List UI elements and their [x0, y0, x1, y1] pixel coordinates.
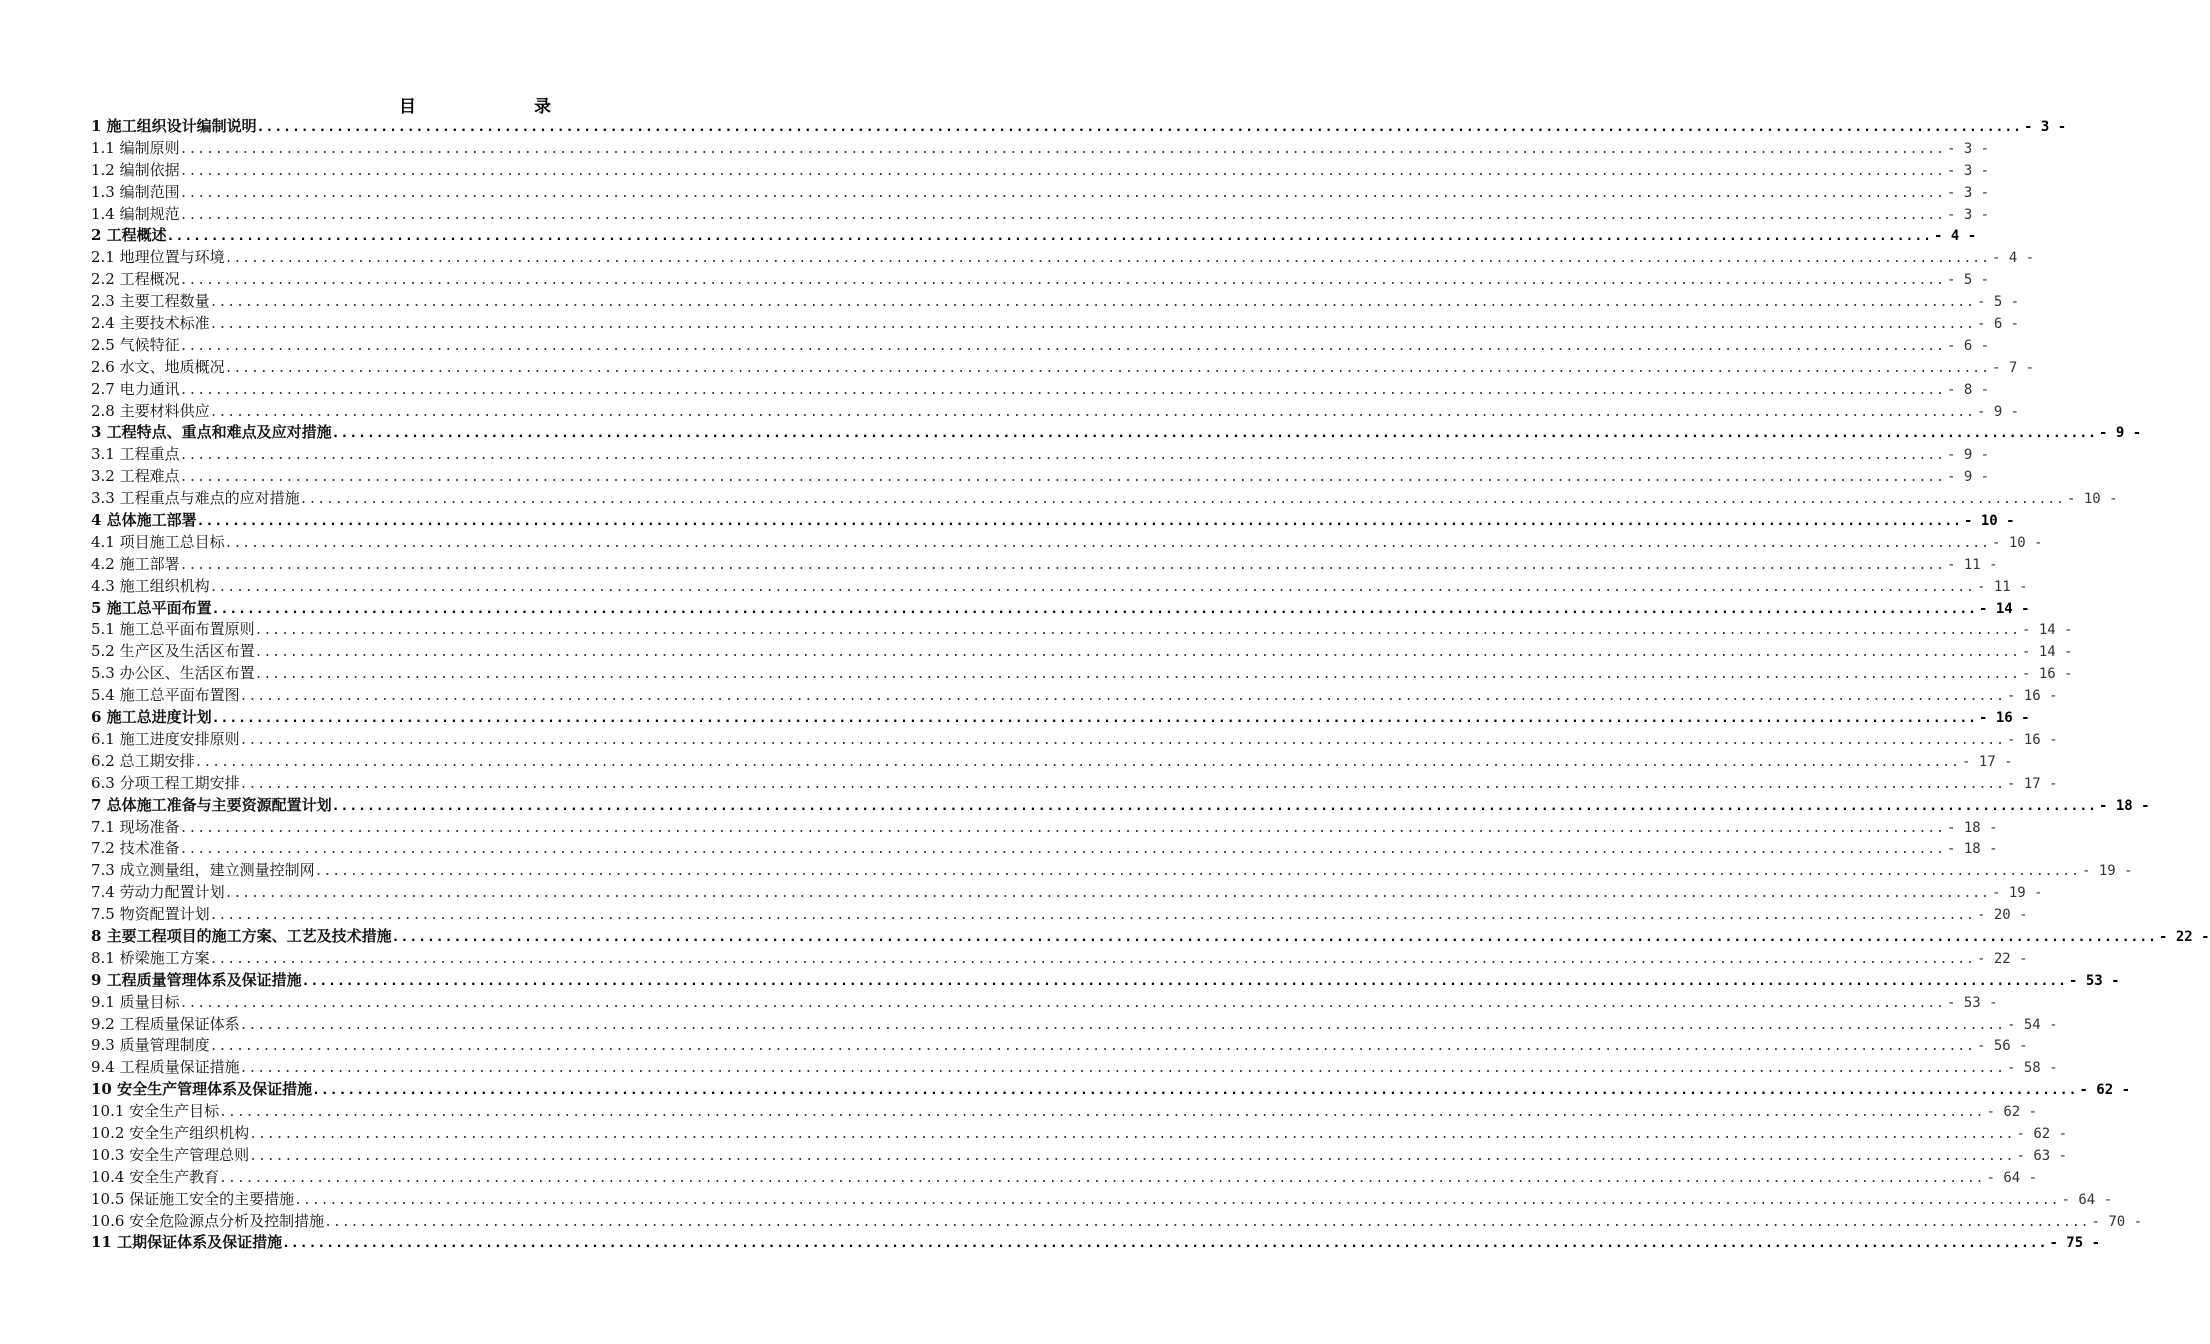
toc-dot-leader: ........................................................................................................................................................................................................: [331, 426, 2098, 442]
toc-entry-label: 2 工程概述: [91, 226, 167, 245]
toc-entry-label: 6.2 总工期安排: [91, 751, 195, 770]
toc-dot-leader: ........................................................................................................................................................................................................: [249, 1126, 2015, 1142]
toc-dot-leader: ........................................................................................................................................................................................................: [249, 1148, 2015, 1164]
toc-section-entry[interactable]: [91, 379, 1990, 401]
toc-section-entry[interactable]: [91, 182, 1990, 204]
toc-dot-leader: ........................................................................................................................................................................................................: [312, 1083, 2078, 1099]
toc-dot-leader: ........................................................................................................................................................................................................: [179, 185, 1945, 201]
toc-section-entry[interactable]: [91, 817, 1998, 839]
toc-dot-leader: ........................................................................................................................................................................................................: [179, 163, 1945, 179]
toc-section-entry[interactable]: [91, 401, 2020, 423]
toc-page-number: - 9 -: [1946, 447, 1990, 464]
toc-section-entry[interactable]: [91, 948, 2028, 970]
toc-page-number: - 64 -: [2061, 1191, 2113, 1208]
toc-page-number: - 18 -: [2099, 797, 2150, 814]
toc-page-number: - 16 -: [2006, 688, 2058, 705]
toc-section-entry[interactable]: [91, 160, 1990, 182]
toc-chapter-entry[interactable]: [91, 1079, 2131, 1101]
toc-section-entry[interactable]: [91, 488, 2118, 510]
toc-section-entry[interactable]: [91, 619, 2073, 641]
toc-dot-leader: ........................................................................................................................................................................................................: [254, 645, 2020, 661]
toc-entry-label: 5 施工总平面布置: [91, 598, 212, 617]
toc-dot-leader: ........................................................................................................................................................................................................: [282, 1236, 2048, 1252]
toc-page-number: - 3 -: [1946, 184, 1990, 201]
toc-entry-label: 1 施工组织设计编制说明: [91, 117, 257, 135]
toc-entry-label: 2.4 主要技术标准: [91, 314, 210, 333]
toc-page-number: - 8 -: [1946, 381, 1990, 398]
toc-page-number: - 62 -: [2016, 1125, 2068, 1142]
toc-section-entry[interactable]: [91, 729, 2058, 751]
toc-dot-leader: ........................................................................................................................................................................................................: [196, 514, 1963, 530]
toc-entry-label: 2.2 工程概况: [91, 270, 180, 289]
toc-entry-label: 8 主要工程项目的施工方案、工艺及技术措施: [91, 926, 392, 945]
toc-page-number: - 14 -: [2021, 622, 2073, 639]
toc-page-number: - 75 -: [2049, 1235, 2101, 1252]
toc-dot-leader: ........................................................................................................................................................................................................: [254, 667, 2020, 683]
toc-section-entry[interactable]: [91, 992, 1998, 1014]
toc-dot-leader: ........................................................................................................................................................................................................: [209, 579, 1975, 595]
toc-entry-label: 2.6 水文、地质概况: [91, 357, 225, 376]
toc-page-number: - 9 -: [2099, 425, 2142, 442]
toc-page-number: - 16 -: [1979, 710, 2030, 727]
toc-chapter-entry[interactable]: [91, 795, 2150, 817]
toc-entry-label: 10.1 安全生产目标: [91, 1102, 220, 1121]
toc-page-number: - 11 -: [1976, 578, 2028, 595]
toc-page-number: - 10 -: [1991, 534, 2043, 551]
toc-entry-label: 4.2 施工部署: [91, 554, 180, 573]
toc-entry-label: 5.1 施工总平面布置原则: [91, 620, 255, 639]
toc-section-entry[interactable]: [91, 1101, 2038, 1123]
toc-dot-leader: ........................................................................................................................................................................................................: [219, 1105, 1985, 1121]
toc-section-entry[interactable]: [91, 444, 1990, 466]
toc-page-number: - 62 -: [2079, 1082, 2131, 1099]
toc-entry-label: 2.5 气候特征: [91, 335, 180, 354]
toc-dot-leader: ........................................................................................................................................................................................................: [179, 382, 1945, 398]
toc-page-number: - 70 -: [2091, 1213, 2143, 1230]
toc-chapter-entry[interactable]: [91, 707, 2030, 729]
toc-dot-leader: ........................................................................................................................................................................................................: [179, 470, 1945, 486]
toc-entry-label: 9.2 工程质量保证体系: [91, 1014, 240, 1033]
toc-dot-leader: ........................................................................................................................................................................................................: [391, 929, 2158, 945]
toc-page-number: - 6 -: [1946, 337, 1990, 354]
toc-entry-label: 3.1 工程重点: [91, 445, 180, 464]
toc-dot-leader: ........................................................................................................................................................................................................: [179, 842, 1945, 858]
toc-dot-leader: ........................................................................................................................................................................................................: [194, 754, 1960, 770]
toc-list: [91, 116, 2210, 1254]
toc-entry-label: 3 工程特点、重点和难点及应对措施: [91, 423, 332, 442]
toc-dot-leader: ........................................................................................................................................................................................................: [209, 1039, 1975, 1055]
toc-entry-label: 9.3 质量管理制度: [91, 1036, 210, 1055]
toc-dot-leader: ........................................................................................................................................................................................................: [254, 623, 2020, 639]
toc-entry-label: 4.3 施工组织机构: [91, 576, 210, 595]
toc-entry-label: 1.1 编制原则: [91, 138, 180, 157]
toc-section-entry[interactable]: [91, 554, 1998, 576]
toc-entry-label: 5.2 生产区及生活区布置: [91, 642, 255, 661]
toc-section-entry[interactable]: [91, 532, 2043, 554]
toc-dot-leader: ........................................................................................................................................................................................................: [219, 1170, 1985, 1186]
toc-page-number: - 19 -: [2081, 863, 2133, 880]
toc-page-number: - 22 -: [1976, 950, 2028, 967]
toc-page-number: - 53 -: [1946, 994, 1998, 1011]
toc-page-number: - 22 -: [2159, 928, 2210, 945]
toc-dot-leader: ........................................................................................................................................................................................................: [256, 120, 2023, 135]
toc-chapter-entry[interactable]: [91, 598, 2030, 620]
toc-chapter-entry[interactable]: [91, 1232, 2101, 1254]
toc-page-number: - 14 -: [2021, 644, 2073, 661]
toc-chapter-entry[interactable]: [91, 970, 2120, 992]
toc-dot-leader: ........................................................................................................................................................................................................: [179, 207, 1945, 223]
toc-section-entry[interactable]: [91, 1189, 2113, 1211]
toc-title-right: 录: [534, 97, 551, 117]
toc-dot-leader: ........................................................................................................................................................................................................: [301, 973, 2068, 989]
toc-section-entry[interactable]: [91, 576, 2028, 598]
toc-title-left: 目: [399, 97, 416, 117]
toc-chapter-entry[interactable]: [91, 116, 2067, 138]
toc-chapter-entry[interactable]: [91, 926, 2210, 948]
toc-page-number: - 17 -: [2006, 775, 2058, 792]
toc-entry-label: 10.4 安全生产教育: [91, 1167, 220, 1186]
toc-section-entry[interactable]: [91, 247, 2035, 269]
toc-section-entry[interactable]: [91, 773, 2058, 795]
toc-entry-label: 3.2 工程难点: [91, 467, 180, 486]
toc-dot-leader: ........................................................................................................................................................................................................: [179, 995, 1945, 1011]
toc-dot-leader: ........................................................................................................................................................................................................: [179, 820, 1945, 836]
toc-entry-label: 7.2 技术准备: [91, 839, 180, 858]
toc-section-entry[interactable]: [91, 269, 1990, 291]
toc-page-number: - 5 -: [1976, 294, 2020, 311]
toc-entry-label: 10 安全生产管理体系及保证措施: [91, 1080, 313, 1099]
toc-section-entry[interactable]: [91, 904, 2028, 926]
toc-entry-label: 5.4 施工总平面布置图: [91, 686, 240, 705]
toc-entry-label: 1.4 编制规范: [91, 204, 180, 223]
toc-dot-leader: ........................................................................................................................................................................................................: [239, 732, 2005, 748]
toc-dot-leader: ........................................................................................................................................................................................................: [179, 141, 1945, 157]
toc-entry-label: 1.2 编制依据: [91, 160, 180, 179]
toc-chapter-entry[interactable]: [91, 510, 2015, 532]
toc-entry-label: 6 施工总进度计划: [91, 708, 212, 727]
toc-entry-label: 7.3 成立测量组，建立测量控制网: [91, 861, 315, 880]
toc-chapter-entry[interactable]: [91, 422, 2142, 444]
toc-page-number: - 18 -: [1946, 841, 1998, 858]
toc-entry-label: 7.1 现场准备: [91, 817, 180, 836]
toc-section-entry[interactable]: [91, 357, 2035, 379]
toc-section-entry[interactable]: [91, 641, 2073, 663]
toc-dot-leader: ........................................................................................................................................................................................................: [209, 908, 1975, 924]
toc-dot-leader: ........................................................................................................................................................................................................: [299, 492, 2065, 508]
toc-section-entry[interactable]: [91, 1167, 2038, 1189]
toc-dot-leader: ........................................................................................................................................................................................................: [294, 1192, 2060, 1208]
toc-page-number: - 10 -: [2066, 491, 2118, 508]
toc-title: [0, 92, 950, 117]
toc-dot-leader: ........................................................................................................................................................................................................: [239, 689, 2005, 705]
toc-page-number: - 56 -: [1976, 1038, 2028, 1055]
toc-dot-leader: ........................................................................................................................................................................................................: [209, 404, 1975, 420]
toc-dot-leader: ........................................................................................................................................................................................................: [209, 295, 1975, 311]
toc-dot-leader: ........................................................................................................................................................................................................: [179, 338, 1945, 354]
toc-dot-leader: ........................................................................................................................................................................................................: [209, 317, 1975, 333]
toc-chapter-entry[interactable]: [91, 225, 1977, 247]
toc-section-entry[interactable]: [91, 860, 2133, 882]
toc-section-entry[interactable]: [91, 1057, 2058, 1079]
toc-entry-label: 6.1 施工进度安排原则: [91, 729, 240, 748]
toc-section-entry[interactable]: [91, 335, 1990, 357]
toc-page-number: - 7 -: [1991, 359, 2035, 376]
toc-entry-label: 4 总体施工部署: [91, 511, 197, 530]
toc-dot-leader: ........................................................................................................................................................................................................: [179, 273, 1945, 289]
toc-dot-leader: ........................................................................................................................................................................................................: [324, 1214, 2090, 1230]
toc-page-number: - 62 -: [1986, 1104, 2038, 1121]
toc-dot-leader: ........................................................................................................................................................................................................: [331, 798, 2098, 814]
toc-page-number: - 3 -: [1946, 206, 1990, 223]
toc-page-number: - 18 -: [1946, 819, 1998, 836]
toc-section-entry[interactable]: [91, 882, 2043, 904]
toc-entry-label: 5.3 办公区、生活区布置: [91, 664, 255, 683]
toc-page-number: - 11 -: [1946, 556, 1998, 573]
toc-entry-label: 10.6 安全危险源点分析及控制措施: [91, 1211, 325, 1230]
toc-page-number: - 6 -: [1976, 316, 2020, 333]
toc-entry-label: 7.4 劳动力配置计划: [91, 883, 225, 902]
toc-section-entry[interactable]: [91, 313, 2020, 335]
toc-entry-label: 9.4 工程质量保证措施: [91, 1058, 240, 1077]
toc-page-number: - 4 -: [1934, 228, 1977, 245]
toc-entry-label: 10.2 安全生产组织机构: [91, 1123, 250, 1142]
toc-entry-label: 7.5 物资配置计划: [91, 905, 210, 924]
toc-page-number: - 64 -: [1986, 1169, 2038, 1186]
toc-entry-label: 1.3 编制范围: [91, 182, 180, 201]
toc-entry-label: 9.1 质量目标: [91, 992, 180, 1011]
toc-section-entry[interactable]: [91, 138, 1990, 160]
toc-section-entry[interactable]: [91, 204, 1990, 226]
toc-section-entry[interactable]: [91, 1211, 2143, 1233]
toc-page-number: - 5 -: [1946, 272, 1990, 289]
toc-page-number: - 3 -: [2024, 119, 2067, 135]
toc-dot-leader: ........................................................................................................................................................................................................: [179, 448, 1945, 464]
toc-entry-label: 4.1 项目施工总目标: [91, 532, 225, 551]
toc-entry-label: 3.3 工程重点与难点的应对措施: [91, 489, 300, 508]
toc-entry-label: 10.5 保证施工安全的主要措施: [91, 1189, 295, 1208]
toc-page-number: - 53 -: [2069, 972, 2120, 989]
toc-entry-label: 2.7 电力通讯: [91, 379, 180, 398]
toc-page-number: - 10 -: [1964, 513, 2015, 530]
toc-dot-leader: ........................................................................................................................................................................................................: [211, 601, 1978, 617]
toc-page-number: - 54 -: [2006, 1016, 2058, 1033]
toc-entry-label: 11 工期保证体系及保证措施: [91, 1233, 283, 1252]
toc-page-number: - 3 -: [1946, 140, 1990, 157]
toc-section-entry[interactable]: [91, 1035, 2028, 1057]
toc-dot-leader: ........................................................................................................................................................................................................: [224, 535, 1990, 551]
toc-dot-leader: ........................................................................................................................................................................................................: [314, 864, 2080, 880]
toc-section-entry[interactable]: [91, 1145, 2068, 1167]
toc-dot-leader: ........................................................................................................................................................................................................: [224, 886, 1990, 902]
toc-dot-leader: ........................................................................................................................................................................................................: [239, 1061, 2005, 1077]
toc-entry-label: 2.8 主要材料供应: [91, 401, 210, 420]
toc-page-number: - 16 -: [2006, 731, 2058, 748]
toc-section-entry[interactable]: [91, 663, 2073, 685]
toc-page-number: - 58 -: [2006, 1060, 2058, 1077]
toc-page-number: - 3 -: [1946, 162, 1990, 179]
toc-page-number: - 4 -: [1991, 250, 2035, 267]
toc-section-entry[interactable]: [91, 1014, 2058, 1036]
toc-dot-leader: ........................................................................................................................................................................................................: [239, 776, 2005, 792]
toc-dot-leader: ........................................................................................................................................................................................................: [224, 360, 1990, 376]
toc-entry-label: 6.3 分项工程工期安排: [91, 773, 240, 792]
toc-section-entry[interactable]: [91, 751, 2013, 773]
toc-dot-leader: ........................................................................................................................................................................................................: [224, 251, 1990, 267]
toc-entry-label: 10.3 安全生产管理总则: [91, 1145, 250, 1164]
toc-page-number: - 9 -: [1976, 403, 2020, 420]
toc-dot-leader: ........................................................................................................................................................................................................: [239, 1017, 2005, 1033]
toc-section-entry[interactable]: [91, 291, 2020, 313]
toc-dot-leader: ........................................................................................................................................................................................................: [179, 557, 1945, 573]
toc-page-number: - 9 -: [1946, 469, 1990, 486]
toc-dot-leader: ........................................................................................................................................................................................................: [166, 229, 1933, 245]
toc-entry-label: 8.1 桥梁施工方案: [91, 948, 210, 967]
toc-page-number: - 14 -: [1979, 600, 2030, 617]
toc-dot-leader: ........................................................................................................................................................................................................: [209, 951, 1975, 967]
toc-dot-leader: ........................................................................................................................................................................................................: [211, 711, 1978, 727]
toc-page-number: - 19 -: [1991, 885, 2043, 902]
toc-entry-label: 2.3 主要工程数量: [91, 292, 210, 311]
toc-page-number: - 20 -: [1976, 907, 2028, 924]
toc-page-number: - 63 -: [2016, 1147, 2068, 1164]
toc-section-entry[interactable]: [91, 685, 2058, 707]
toc-page-number: - 17 -: [1961, 753, 2013, 770]
toc-section-entry[interactable]: [91, 466, 1990, 488]
toc-entry-label: 2.1 地理位置与环境: [91, 248, 225, 267]
toc-section-entry[interactable]: [91, 1123, 2068, 1145]
toc-entry-label: 9 工程质量管理体系及保证措施: [91, 970, 302, 989]
toc-entry-label: 7 总体施工准备与主要资源配置计划: [91, 795, 332, 814]
toc-section-entry[interactable]: [91, 838, 1998, 860]
toc-page-number: - 16 -: [2021, 666, 2073, 683]
